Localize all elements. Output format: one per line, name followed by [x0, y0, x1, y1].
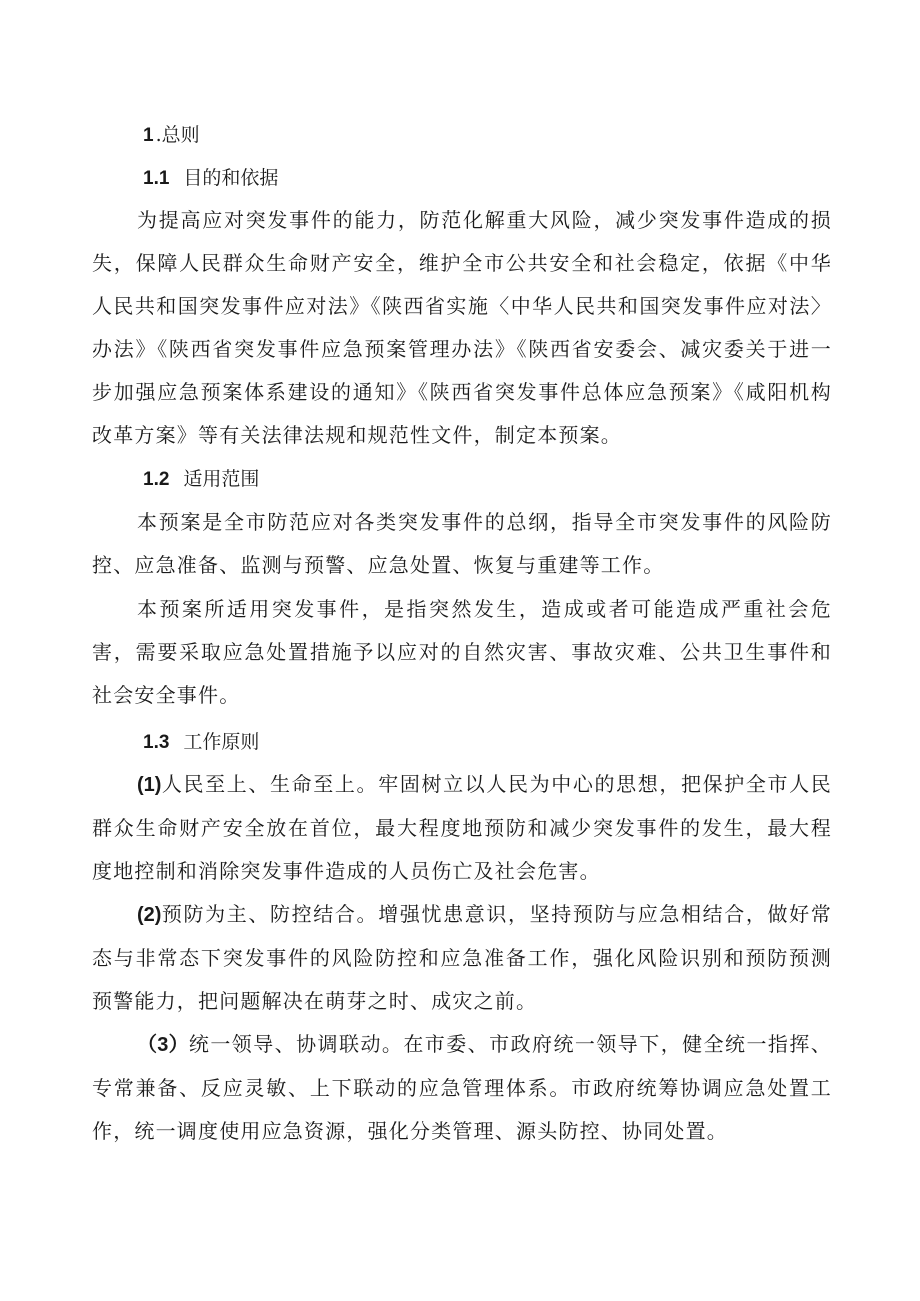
paragraph-scope-definition: 本预案所适用突发事件，是指突然发生，造成或者可能造成严重社会危害，需要采取应急处置措施予以应对的自然灾害、事故灾难、公共卫生事件和社会安全事件。	[92, 597, 832, 707]
section-number: 1.3	[143, 732, 170, 753]
section-number: 1	[143, 125, 154, 146]
principle-item	[92, 763, 832, 893]
section-number: 1.1	[143, 168, 170, 189]
section-heading-1-3	[143, 728, 259, 757]
section-heading-1	[143, 121, 200, 150]
principle-text: 人民至上、生命至上。牢固树立以人民为中心的思想，把保护全市人民群众生命财产安全放在首位，最大程度地预防和减少突发事件的发生，最大程度地控制和消除突发事件造成的人员伤亡及社会危害。	[92, 772, 832, 883]
principle-text: 预防为主、防控结合。增强忧患意识，坚持预防与应急相结合，做好常态与非常态下突发事件的风险防控和应急准备工作，强化风险识别和预防预测预警能力，把问题解决在萌芽之时、成灾之前。	[92, 902, 832, 1013]
section-title: .总则	[155, 124, 200, 146]
section-number: 1.2	[143, 469, 170, 490]
paragraph-purpose-basis: 为提高应对突发事件的能力，防范化解重大风险，减少突发事件造成的损失，保障人民群众生命财产安全，维护全市公共安全和社会稳定，依据《中华人民共和国突发事件应对法》《陕西省实施〈中华人民共和国突发事件应对法〉办法》《陕西省突发事件应急预案管理办法》《陕西省安委会、减灾委关于进一步加强应急预案体系建设的通知》《陕西省突发事件总体应急预案》《咸阳机构改革方案》等有关法律法规和规范性文件，制定本预案。	[92, 208, 832, 447]
principle-number: （3）	[137, 1034, 189, 1056]
paragraph-scope-overview: 本预案是全市防范应对各类突发事件的总纲，指导全市突发事件的风险防控、应急准备、监测与预警、应急处置、恢复与重建等工作。	[92, 510, 832, 577]
principle-number: (1)	[137, 774, 162, 796]
principle-item	[92, 1023, 832, 1153]
section-heading-1-2	[143, 465, 259, 494]
section-title: 工作原则	[183, 731, 260, 753]
section-title: 适用范围	[183, 468, 260, 490]
principle-text: 统一领导、协调联动。在市委、市政府统一领导下，健全统一指挥、专常兼备、反应灵敏、上下联动的应急管理体系。市政府统筹协调应急处置工作，统一调度使用应急资源，强化分类管理、源头防控、协同处置。	[92, 1032, 833, 1143]
section-title: 目的和依据	[183, 167, 279, 189]
section-heading-1-1	[143, 164, 278, 193]
principle-item	[92, 893, 832, 1023]
principle-number: (2)	[137, 904, 162, 926]
